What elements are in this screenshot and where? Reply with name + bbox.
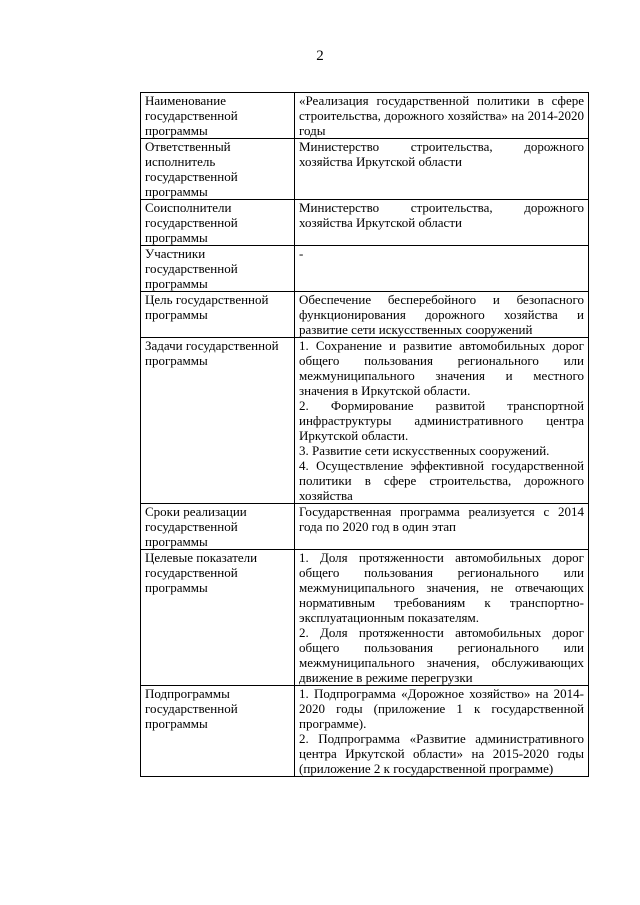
value-paragraph: 1. Подпрограмма «Дорожное хозяйство» на 2014-2020 годы (приложение 1 к государственной программе). [299, 686, 584, 731]
table-row [141, 246, 589, 292]
row-label-goal: Цель государственной программы [141, 292, 295, 338]
row-label-tasks: Задачи государственной программы [141, 338, 295, 504]
table-row [141, 93, 589, 139]
row-value-program-name [295, 93, 589, 139]
value-paragraph: Государственная программа реализуется с 2014 года по 2020 год в один этап [299, 504, 584, 534]
row-label-target-indicators: Целевые показатели государственной программы [141, 550, 295, 686]
row-label-responsible-executor: Ответственный исполнитель государственной программы [141, 139, 295, 200]
row-value-goal [295, 292, 589, 338]
value-paragraph: «Реализация государственной политики в сфере строительства, дорожного хозяйства» на 2014-2020 годы [299, 93, 584, 138]
table-row [141, 292, 589, 338]
table-row [141, 200, 589, 246]
row-label-timeline: Сроки реализации государственной программы [141, 504, 295, 550]
row-value-co-executors [295, 200, 589, 246]
row-value-tasks [295, 338, 589, 504]
value-paragraph: - [299, 246, 304, 261]
row-value-target-indicators [295, 550, 589, 686]
page-number: 2 [316, 48, 324, 64]
row-value-participants [295, 246, 589, 292]
value-paragraph: 3. Развитие сети искусственных сооружений. [299, 443, 550, 458]
table-row [141, 550, 589, 686]
row-label-co-executors: Соисполнители государственной программы [141, 200, 295, 246]
table-row [141, 139, 589, 200]
table-row [141, 504, 589, 550]
row-label-subprograms: Подпрограммы государственной программы [141, 686, 295, 777]
value-paragraph: Министерство строительства, дорожного хозяйства Иркутской области [299, 200, 584, 230]
program-passport-table [140, 92, 589, 777]
value-paragraph: 1. Доля протяженности автомобильных дорог общего пользования регионального или межмуниципального значения, не отвечающих нормативным требованиям к транспортно-эксплуатационным показателям. [299, 550, 584, 625]
row-value-timeline [295, 504, 589, 550]
value-paragraph: 1. Сохранение и развитие автомобильных дорог общего пользования регионального или межмуниципального значения и местного значения в Иркутской области. [299, 338, 584, 398]
table-row [141, 338, 589, 504]
table-row [141, 686, 589, 777]
row-value-subprograms [295, 686, 589, 777]
value-paragraph: 2. Доля протяженности автомобильных дорог общего пользования регионального или межмуниципального значения, обслуживающих движение в режиме перегрузки [299, 625, 584, 685]
row-label-program-name: Наименование государственной программы [141, 93, 295, 139]
row-label-participants: Участники государственной программы [141, 246, 295, 292]
row-value-responsible-executor [295, 139, 589, 200]
value-paragraph: 4. Осуществление эффективной государственной политики в сфере строительства, дорожного хозяйства [299, 458, 584, 503]
value-paragraph: Министерство строительства, дорожного хозяйства Иркутской области [299, 139, 584, 169]
value-paragraph: 2. Формирование развитой транспортной инфраструктуры административного центра Иркутской области. [299, 398, 584, 443]
value-paragraph: Обеспечение бесперебойного и безопасного функционирования дорожного хозяйства и развитие сети искусственных сооружений [299, 292, 584, 337]
value-paragraph: 2. Подпрограмма «Развитие административного центра Иркутской области» на 2015-2020 годы (приложение 2 к государственной программе) [299, 731, 584, 776]
